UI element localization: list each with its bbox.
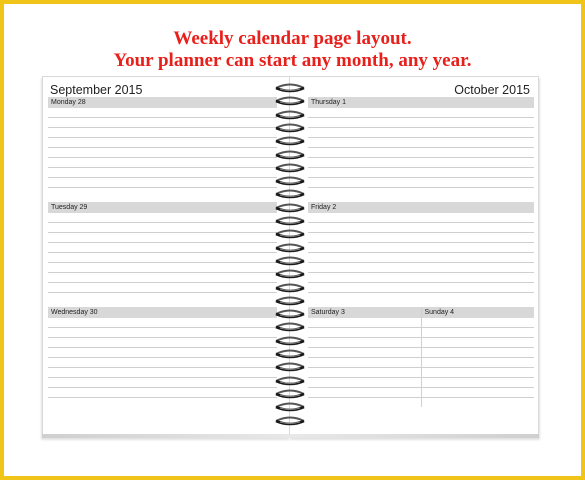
writing-lines	[48, 108, 277, 197]
writing-lines	[422, 318, 535, 407]
saturday-column	[308, 307, 422, 407]
day-block-friday	[308, 202, 534, 302]
spiral-ring-icon	[270, 93, 310, 107]
spiral-binding-icon	[270, 80, 310, 432]
spiral-ring-icon	[270, 80, 310, 94]
spiral-ring-icon	[270, 373, 310, 387]
weekend-split	[308, 307, 534, 407]
day-block-thursday	[308, 97, 534, 197]
spiral-ring-icon	[270, 266, 310, 280]
headline-line-1: Weekly calendar page layout.	[173, 28, 412, 49]
day-header: Thursday 1	[308, 97, 534, 108]
writing-lines	[308, 318, 421, 407]
day-header: Tuesday 29	[48, 202, 277, 213]
spiral-ring-icon	[270, 120, 310, 134]
sunday-column	[422, 307, 535, 407]
day-header: Wednesday 30	[48, 307, 277, 318]
spiral-ring-icon	[270, 160, 310, 174]
spiral-ring-icon	[270, 346, 310, 360]
spiral-ring-icon	[270, 319, 310, 333]
spiral-ring-icon	[270, 226, 310, 240]
month-title-right: October 2015	[454, 83, 530, 97]
headline	[0, 28, 585, 72]
month-title-left: September 2015	[50, 83, 143, 97]
writing-lines	[308, 108, 534, 197]
writing-lines	[308, 213, 534, 302]
spiral-ring-icon	[270, 147, 310, 161]
left-planner-page	[42, 76, 290, 438]
spiral-ring-icon	[270, 399, 310, 413]
headline-line-2: Your planner can start any month, any year.	[113, 50, 472, 71]
page-bottom-edge	[42, 434, 539, 438]
spiral-ring-icon	[270, 386, 310, 400]
spiral-ring-icon	[270, 186, 310, 200]
spiral-ring-icon	[270, 293, 310, 307]
day-header: Monday 28	[48, 97, 277, 108]
day-header: Sunday 4	[422, 307, 535, 318]
spiral-ring-icon	[270, 253, 310, 267]
spiral-ring-icon	[270, 240, 310, 254]
day-block-tuesday	[48, 202, 277, 302]
day-header: Friday 2	[308, 202, 534, 213]
right-planner-page	[289, 76, 539, 438]
spiral-ring-icon	[270, 107, 310, 121]
writing-lines	[48, 213, 277, 302]
day-block-weekend	[308, 307, 534, 407]
day-block-monday	[48, 97, 277, 197]
spiral-ring-icon	[270, 413, 310, 427]
writing-lines	[48, 318, 277, 407]
spiral-ring-icon	[270, 173, 310, 187]
spiral-ring-icon	[270, 306, 310, 320]
spiral-ring-icon	[270, 200, 310, 214]
day-block-wednesday	[48, 307, 277, 407]
spiral-ring-icon	[270, 280, 310, 294]
day-header: Saturday 3	[308, 307, 421, 318]
spiral-ring-icon	[270, 333, 310, 347]
spiral-ring-icon	[270, 133, 310, 147]
spiral-ring-icon	[270, 359, 310, 373]
spiral-ring-icon	[270, 213, 310, 227]
